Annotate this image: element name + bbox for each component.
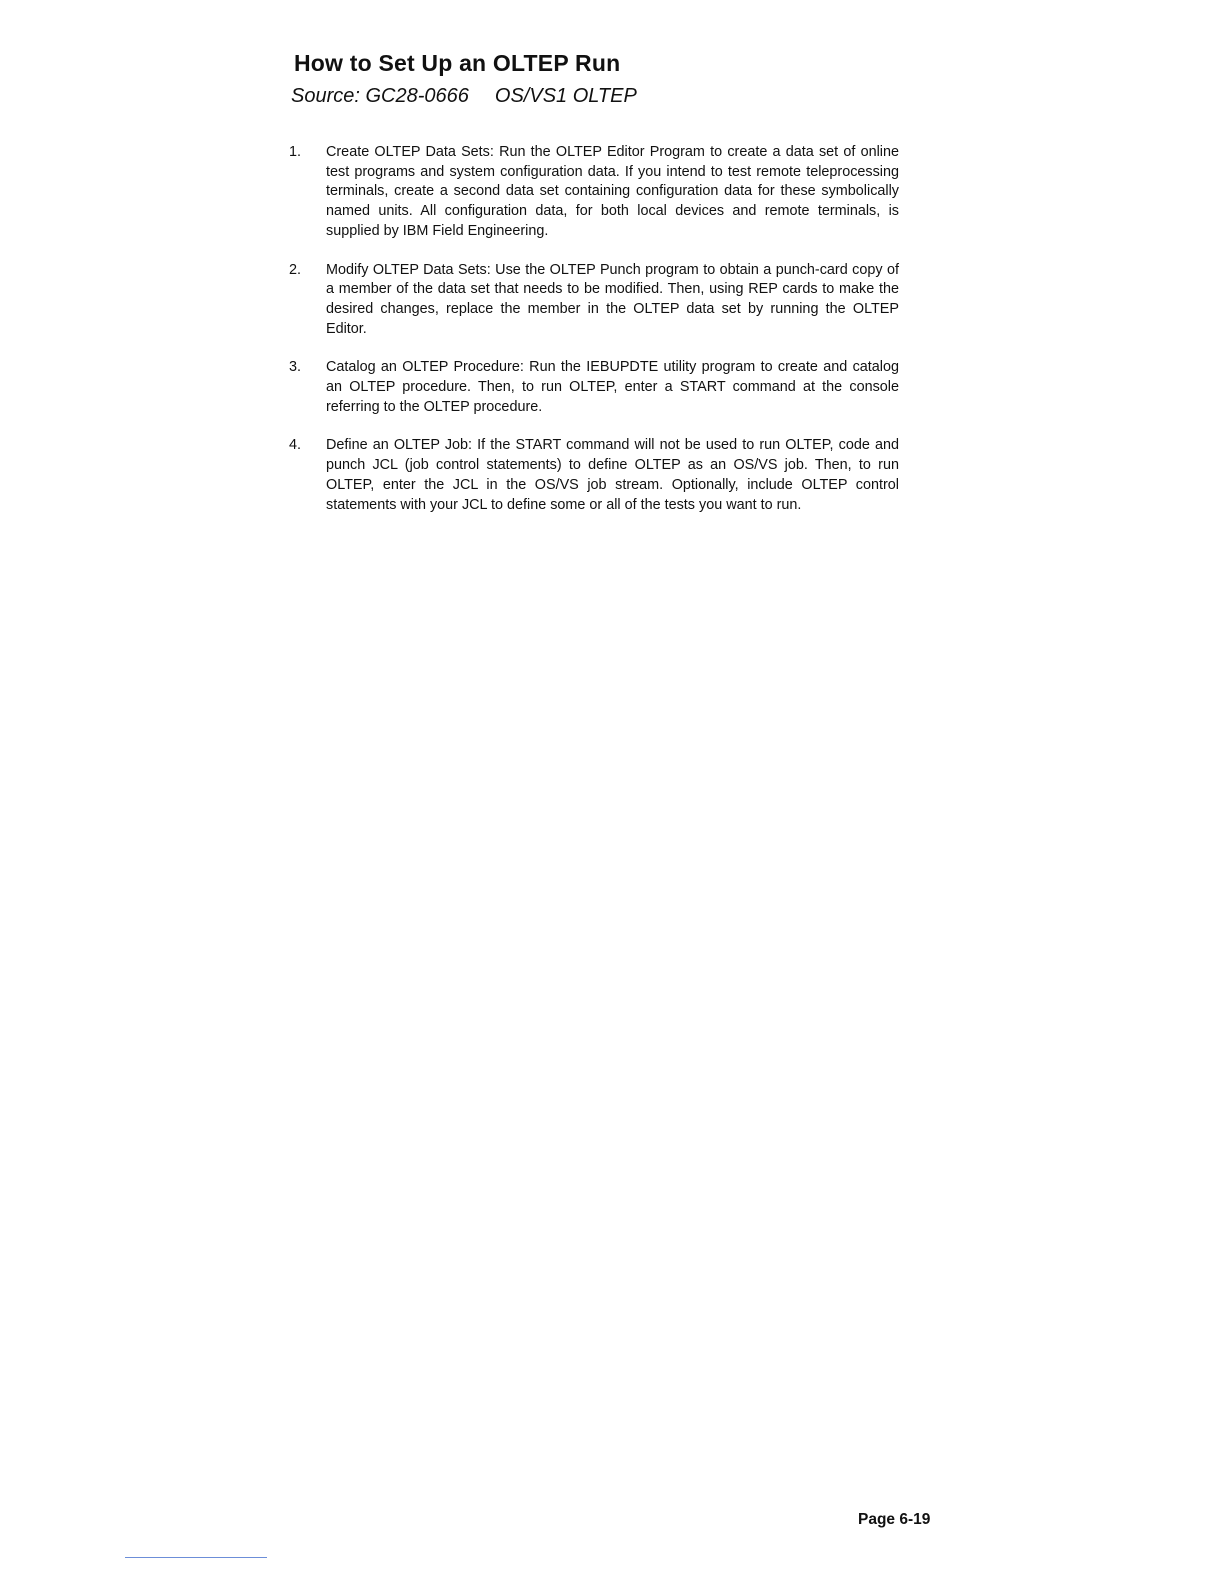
step-item <box>289 358 899 417</box>
step-text: Define an OLTEP Job: If the START command will not be used to run OLTEP, code and punch JCL (job control statements) to define OLTEP as an OS/VS job. Then, to run OLTEP, enter the JCL in the OS/VS job stream. Optionally, include OLTEP control statements with your JCL to define some or all of the tests you want to run. <box>326 437 899 513</box>
step-number: 3. <box>289 359 302 376</box>
step-item <box>289 436 899 515</box>
source-prefix: Source: <box>291 85 360 107</box>
step-text: Create OLTEP Data Sets: Run the OLTEP Editor Program to create a data set of online test programs and system configuration data. If you intend to test remote teleprocessing terminals, create a second data set containing configuration data for these symbolically named units. All configuration data, for both local devices and remote terminals, is supplied by IBM Field Engineering. <box>326 144 899 239</box>
footer-divider <box>125 1557 267 1558</box>
step-number: 1. <box>289 144 302 160</box>
page-number: Page 6-19 <box>858 1511 931 1528</box>
step-text: Catalog an OLTEP Procedure: Run the IEBUPDTE utility program to create and catalog an OLTEP procedure. Then, to run OLTEP, enter a START command at the console referring to the OLTEP procedure. <box>326 359 899 415</box>
step-number: 4. <box>289 437 302 454</box>
source-code: GC28-0666 <box>365 85 469 107</box>
source-publication: OS/VS1 OLTEP <box>494 85 637 107</box>
step-text: Modify OLTEP Data Sets: Use the OLTEP Punch program to obtain a punch-card copy of a member of the data set that needs to be modified. Then, using REP cards to make the desired changes, replace the member in the OLTEP data set by running the OLTEP Editor. <box>326 261 899 337</box>
steps-list <box>289 143 899 534</box>
step-item <box>289 261 899 340</box>
step-item <box>289 143 899 242</box>
step-number: 2. <box>289 261 302 278</box>
page-title: How to Set Up an OLTEP Run <box>294 50 621 76</box>
source-citation <box>291 85 637 108</box>
